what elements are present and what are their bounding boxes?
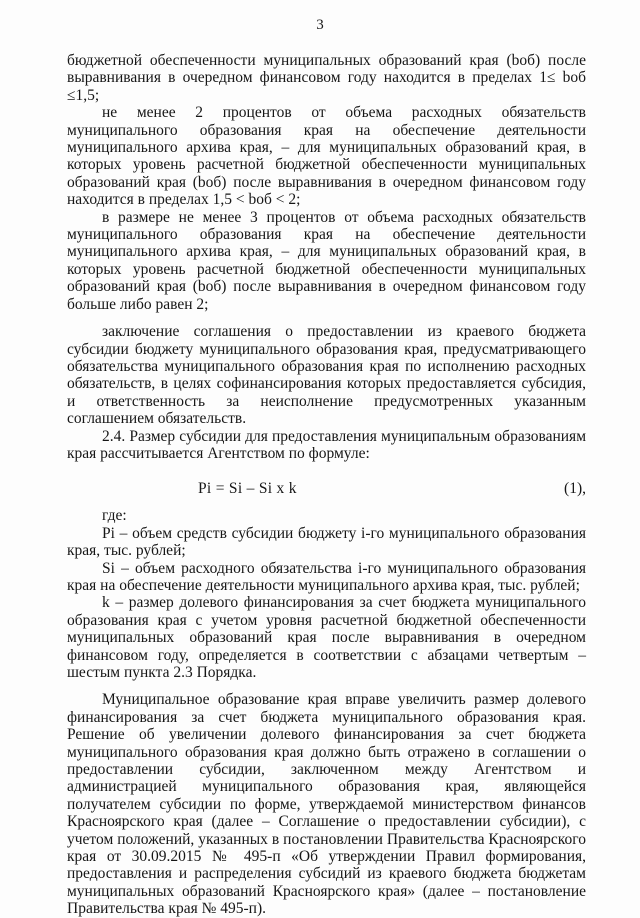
paragraph-text: Pi – объем средств субсидии бюджету i-го муниципального образования края, тыс. рублей;	[67, 524, 586, 560]
where-label	[67, 507, 586, 524]
definition-si	[67, 560, 586, 595]
paragraph-text: Si – объем расходного обязательства i-го муниципального образования края на обеспечение деятельности муниципального архива края, тыс. рублей;	[67, 559, 586, 594]
paragraph-text: заключение соглашения о предоставлении из краевого бюджета субсидии бюджету муниципального образования края, предусматривающего обязательства муниципального образования края по исполнению расходных обязательств, в целях софинансирования которых предоставляется субсидия, и ответственность за неисполнение предусмотренных указанным соглашением обязательств.	[67, 323, 586, 428]
formula-1	[67, 480, 586, 502]
paragraph-text: Муниципальное образование края вправе увеличить размер долевого финансирования за счет бюджета муниципального образования края. Решение об увеличении долевого финансирования за счет бюджета муниципального образования края должно быть отражено в соглашении о предоставлении субсидии, заключенном между Агентством и администрацией муниципального образования края, являющейся получателем субсидии по форме, утверждаемой министерством финансов Красноярского края (далее – Соглашение о предоставлении субсидии), с учетом положений, указанных в постановлении Правительства Красноярского края от 30.09.2015 № 495-п «Об утверждении Правил формирования, предоставления и распределения субсидий из краевого бюджета бюджетам муниципальных образований Красноярского края» (далее – постановление Правительства края № 495-п).	[67, 691, 586, 918]
formula-number: (1),	[564, 480, 586, 498]
paragraph-text: не менее 2 процентов от объема расходных обязательств муниципального образования края на обеспечение деятельности муниципального архива края, – для муниципальных образований края, в которых уровень расчетной бюджетной обеспеченности муниципальных образований края (bоб) после выравнивания в очередном финансовом году находится в пределах 1,5 < bоб < 2;	[67, 104, 586, 209]
document-body	[67, 52, 586, 918]
page-number: 3	[316, 17, 324, 33]
definition-k	[67, 594, 586, 681]
paragraph-text: k – размер долевого финансирования за счет бюджета муниципального образования края с учетом уровня расчетной бюджетной обеспеченности муниципальных образований края после выравнивания в очередном финансовом году, определяется в соответствии с абзацами четвертым – шестым пункта 2.3 Порядка.	[67, 594, 586, 681]
definition-pi	[67, 525, 586, 560]
paragraph-2-percent	[67, 104, 586, 208]
where-text: где:	[102, 507, 127, 525]
paragraph-increase-share	[67, 691, 586, 917]
paragraph-2-4	[67, 428, 586, 463]
paragraph-obespechennost	[67, 52, 586, 104]
paragraph-text: 2.4. Размер субсидии для предоставления муниципальным образованиям края рассчитывается Агентством по формуле:	[67, 427, 586, 462]
paragraph-3-percent	[67, 209, 586, 313]
formula-expression: Pi = Si – Si x k	[198, 480, 297, 498]
paragraph-text: в размере не менее 3 процентов от объема расходных обязательств муниципального образования края на обеспечение деятельности муниципального архива края, – для муниципальных образований края, в которых уровень расчетной бюджетной обеспеченности муниципальных образований края (bоб) после выравнивания в очередном финансовом году больше либо равен 2;	[67, 208, 586, 313]
paragraph-text: бюджетной обеспеченности муниципальных образований края (bоб) после выравнивания в очередном финансовом году находится в пределах 1≤ bоб ≤1,5;	[67, 52, 586, 104]
paragraph-agreement	[67, 323, 586, 427]
